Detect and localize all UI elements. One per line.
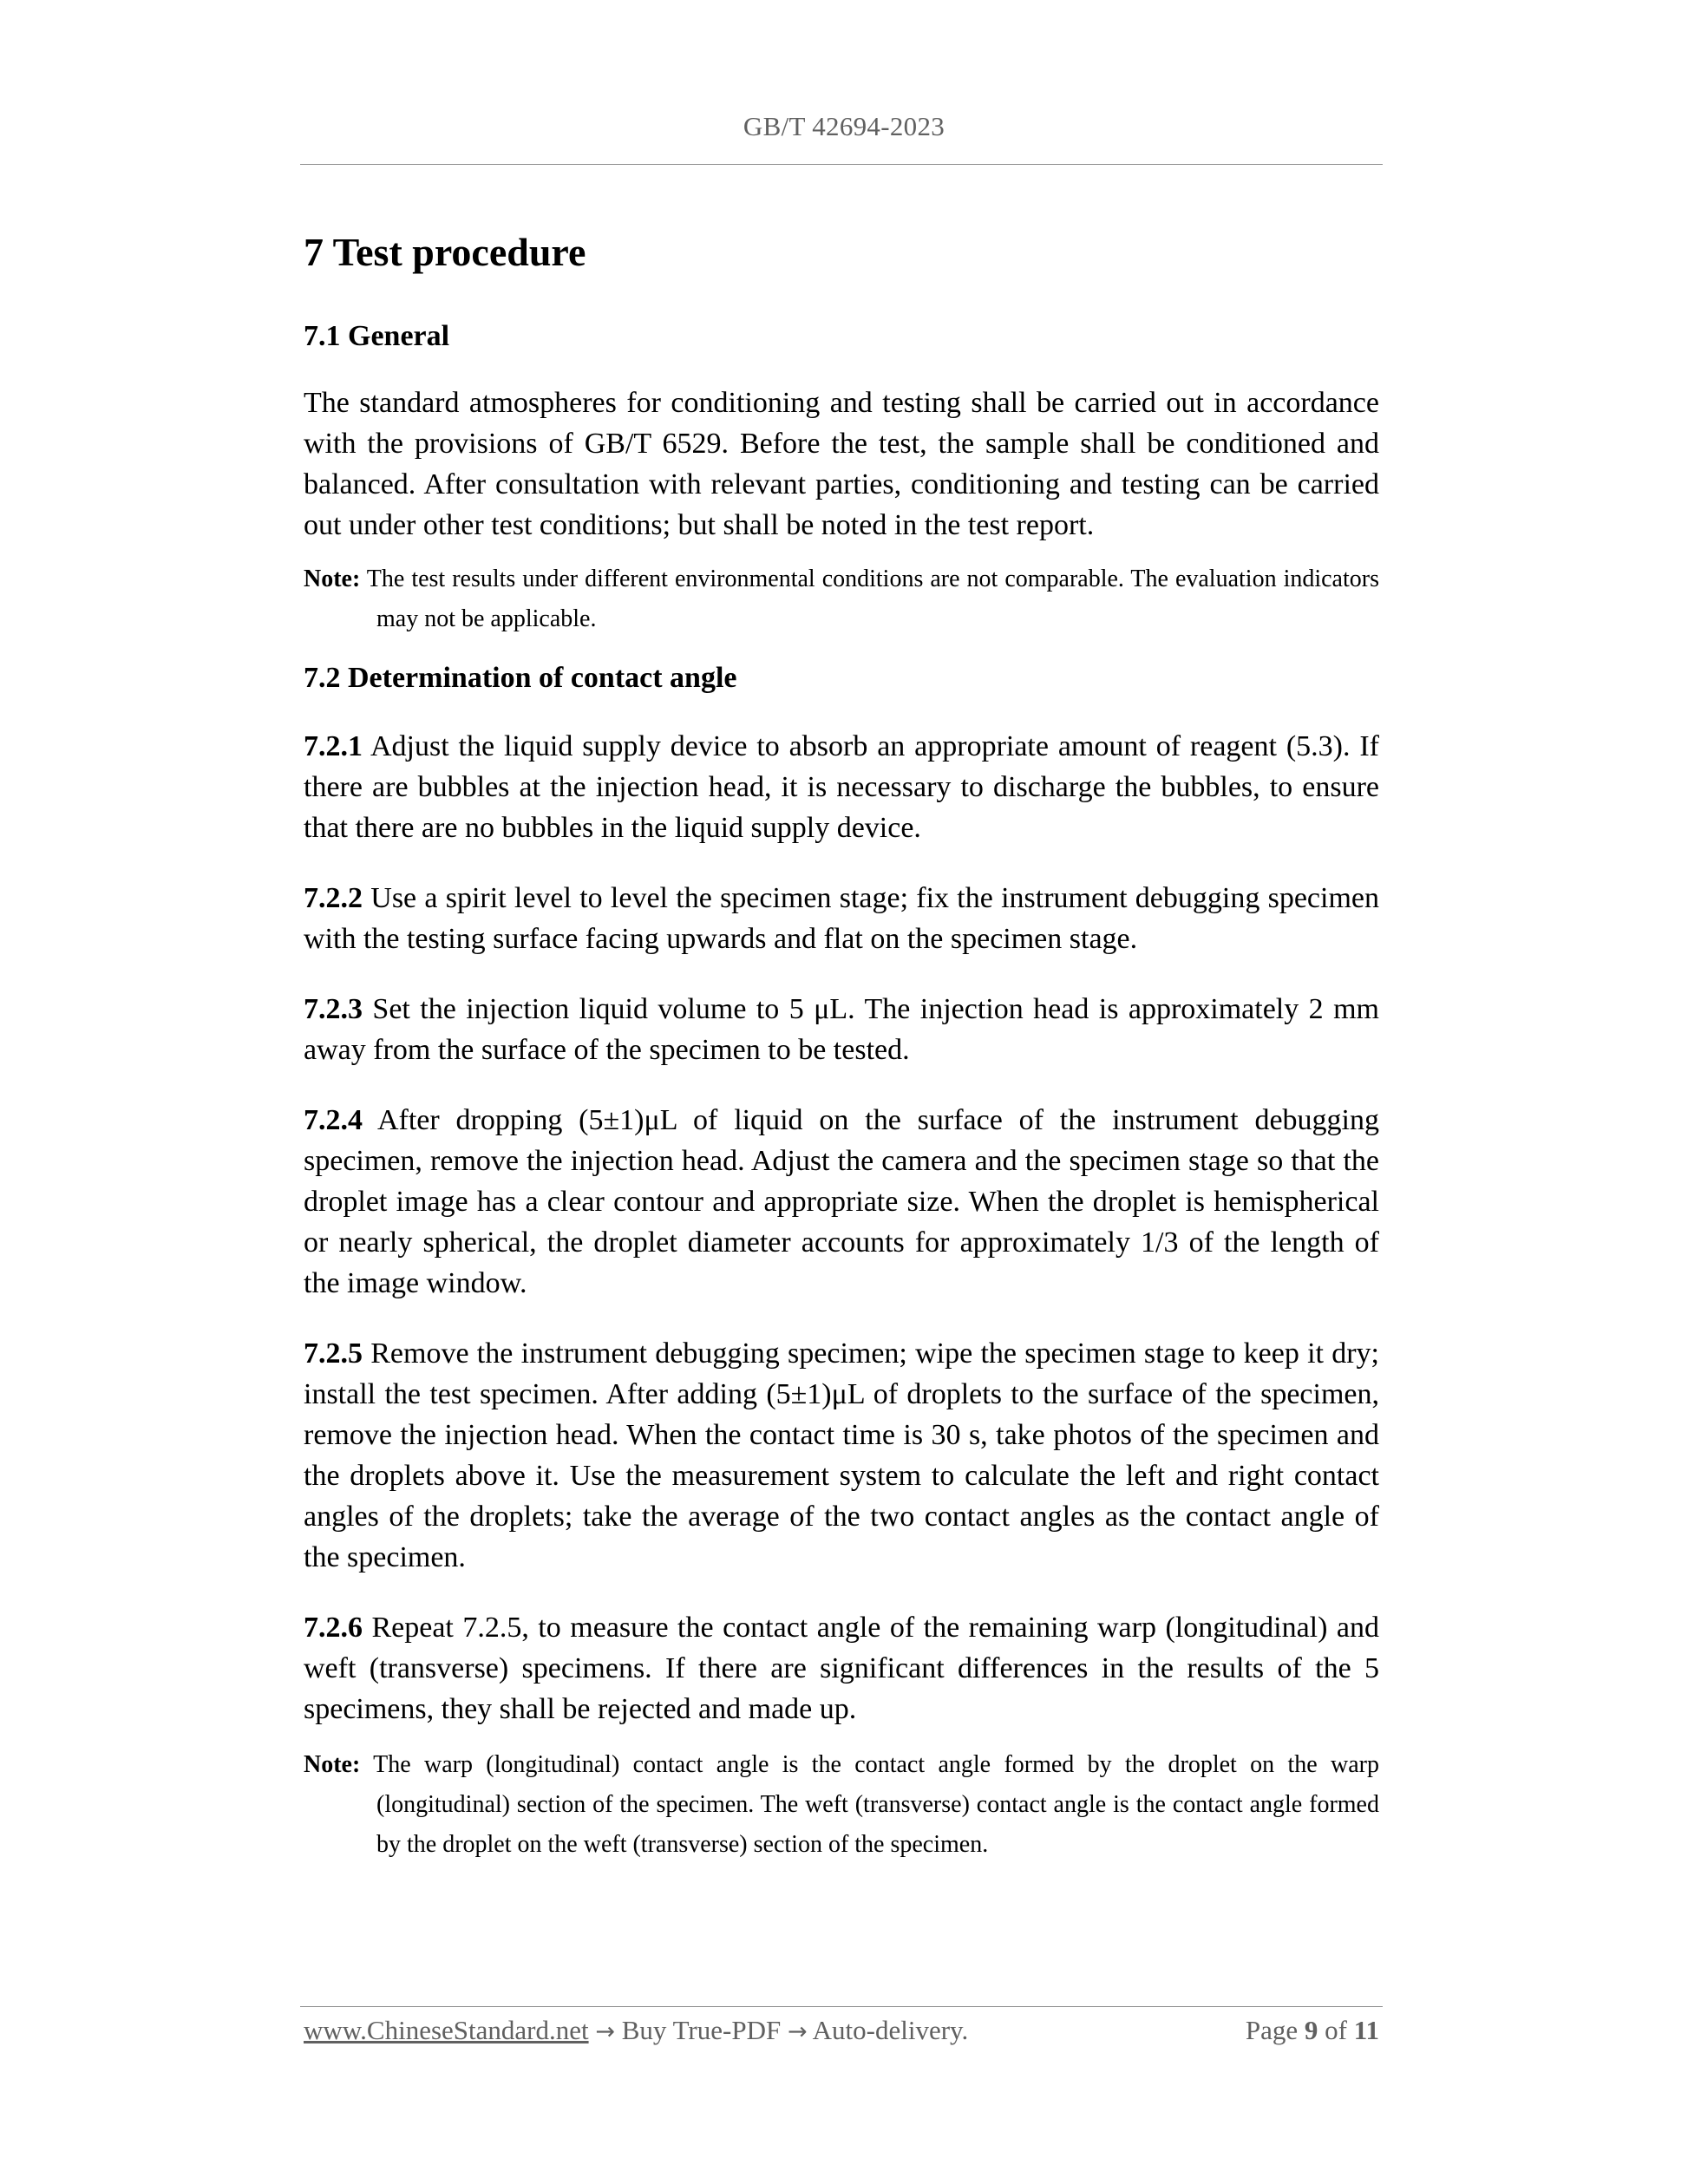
section-title: 7 Test procedure: [304, 230, 586, 274]
contact-angle-note: [304, 1745, 1379, 1865]
note-text: The warp (longitudinal) contact angle is the contact angle formed by the droplet on the warp (longitudinal) section of the specimen. The weft (transverse) contact angle is the contact angle formed by the droplet on the weft (transverse) section of the specimen.: [360, 1751, 1379, 1858]
note-label: Note:: [304, 1751, 361, 1778]
footer-divider: [300, 2006, 1383, 2007]
delivery-text: Auto-delivery.: [807, 2015, 969, 2045]
step-7-2-5: [304, 1333, 1379, 1578]
step-number: 7.2.1: [304, 730, 363, 762]
website-link[interactable]: www.ChineseStandard.net: [304, 2015, 589, 2045]
page-label: Page: [1245, 2015, 1305, 2045]
step-7-2-4: [304, 1100, 1379, 1304]
step-number: 7.2.6: [304, 1612, 363, 1644]
general-note: [304, 559, 1379, 639]
step-7-2-6: [304, 1607, 1379, 1730]
page-total: 11: [1353, 2015, 1379, 2045]
buy-text: Buy True-PDF: [614, 2015, 788, 2045]
header-divider: [300, 164, 1383, 165]
page-number: [1246, 2011, 1379, 2050]
step-number: 7.2.2: [304, 882, 363, 914]
arrow-right-icon: →: [787, 2018, 808, 2045]
step-7-2-3: [304, 989, 1379, 1070]
step-text: After dropping (5±1)μL of liquid on the surface of the instrument debugging specimen, remove the injection head. Adjust the camera and the specimen stage so that the droplet image has a clear contour and appropriate size. When the droplet is hemispherical or nearly spherical, the droplet diameter accounts for approximately 1/3 of the length of the image window.: [304, 1104, 1379, 1299]
note-label: Note:: [304, 566, 361, 592]
page-current: 9: [1304, 2015, 1318, 2045]
step-7-2-1: [304, 726, 1379, 848]
step-text: Set the injection liquid volume to 5 μL. The injection head is approximately 2 mm away from the surface of the specimen to be tested.: [304, 993, 1379, 1066]
step-text: Repeat 7.2.5, to measure the contact angle of the remaining warp (longitudinal) and weft (transverse) specimens. If there are significant differences in the results of the 5 specimens, they shall be rejected and made up.: [304, 1612, 1379, 1725]
step-number: 7.2.5: [304, 1337, 363, 1370]
general-paragraph: The standard atmospheres for conditioning and testing shall be carried out in accordance with the provisions of GB/T 6529. Before the test, the sample shall be conditioned and balanced. After consultation with relevant parties, conditioning and testing can be carried out under other test conditions; but shall be noted in the test report.: [304, 387, 1379, 541]
arrow-right-icon: →: [595, 2018, 615, 2045]
step-7-2-2: [304, 878, 1379, 959]
step-text: Adjust the liquid supply device to absorb an appropriate amount of reagent (5.3). If there are bubbles at the injection head, it is necessary to discharge the bubbles, to ensure that there are no bubbles in the liquid supply device.: [304, 730, 1379, 844]
page-content: [304, 222, 1379, 1865]
step-number: 7.2.3: [304, 993, 363, 1025]
step-text: Use a spirit level to level the specimen stage; fix the instrument debugging specimen with the testing surface facing upwards and flat on the specimen stage.: [304, 882, 1379, 955]
step-text: Remove the instrument debugging specimen; wipe the specimen stage to keep it dry; install the test specimen. After adding (5±1)μL of droplets to the surface of the specimen, remove the injection head. When the contact time is 30 s, take photos of the specimen and the droplets above it. Use the measurement system to calculate the left and right contact angles of the droplets; take the average of the two contact angles as the contact angle of the specimen.: [304, 1337, 1379, 1573]
subsection-heading-contact-angle: 7.2 Determination of contact angle: [304, 662, 737, 694]
subsection-heading-general: 7.1 General: [304, 320, 450, 352]
footer-promo: [304, 2011, 968, 2052]
note-text: The test results under different environmental conditions are not comparable. The evaluation indicators may not be applicable.: [360, 566, 1379, 632]
document-id-header: GB/T 42694-2023: [743, 111, 945, 141]
step-number: 7.2.4: [304, 1104, 363, 1136]
page-of: of: [1318, 2015, 1354, 2045]
